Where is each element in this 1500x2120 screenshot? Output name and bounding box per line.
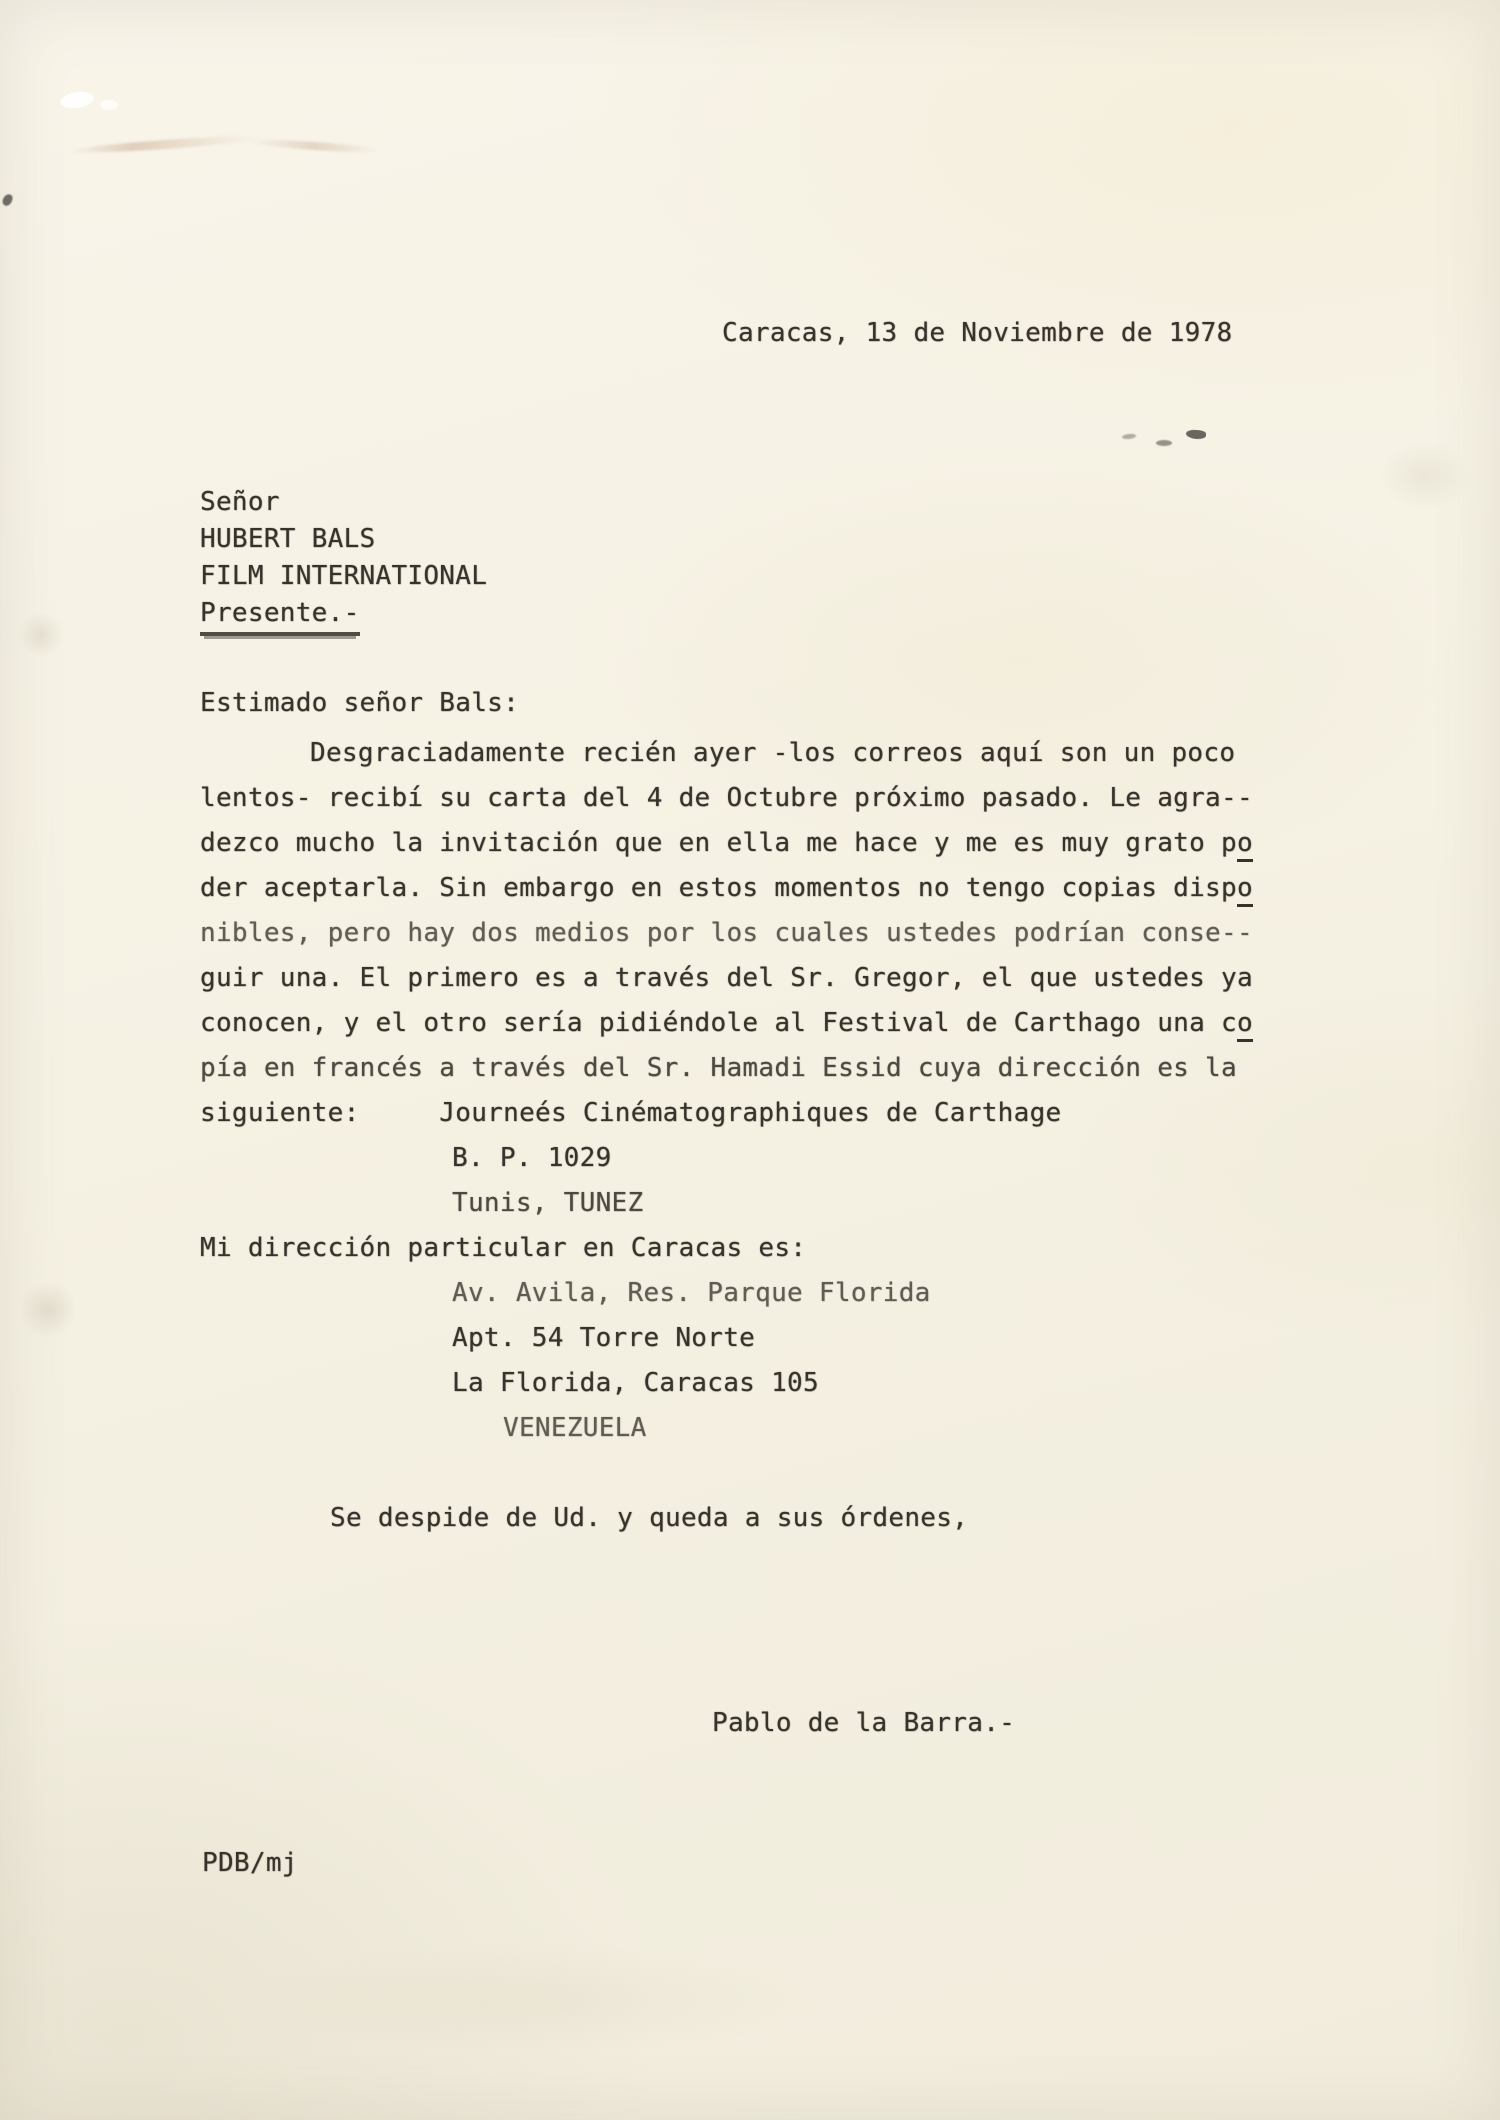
recipient-organization: FILM INTERNATIONAL <box>200 561 488 591</box>
address-line: Av. Avila, Res. Parque Florida <box>452 1278 931 1308</box>
date-line: Caracas, 13 de Noviembre de 1978 <box>722 318 1233 348</box>
paper-shadow <box>20 1280 76 1340</box>
paper-speck <box>1 193 14 207</box>
paper-chip <box>59 90 95 111</box>
stain <box>1380 440 1470 510</box>
paper-chip <box>100 100 118 110</box>
body-line: dezco mucho la invitación que en ella me hace y me es muy grato po <box>200 828 1253 858</box>
body-line: lentos- recibí su carta del 4 de Octubre próximo pasado. Le agra-- <box>200 783 1253 813</box>
body-line: conocen, y el otro sería pidiéndole al Festival de Carthago una co <box>200 1008 1253 1038</box>
address-line: B. P. 1029 <box>452 1143 612 1173</box>
address-line: Apt. 54 Torre Norte <box>452 1323 756 1353</box>
farewell-line: Se despide de Ud. y queda a sus órdenes, <box>330 1503 969 1533</box>
body-line: der aceptarla. Sin embargo en estos momentos no tengo copias dispo <box>200 873 1253 903</box>
typist-initials: PDB/mj <box>202 1848 298 1878</box>
recipient-title: Señor <box>200 487 280 517</box>
signature-line: Pablo de la Barra.- <box>712 1708 1016 1738</box>
body-line: pía en francés a través del Sr. Hamadi Essid cuya dirección es la <box>200 1053 1237 1083</box>
paper-shadow <box>18 612 64 658</box>
recipient-presente: Presente.- <box>200 598 360 636</box>
body-line: Desgraciadamente recién ayer -los correos aquí son un poco <box>310 738 1236 768</box>
stain <box>260 1940 820 2060</box>
body-line: nibles, pero hay dos medios por los cuales ustedes podrían conse-- <box>200 918 1253 948</box>
body-line: Mi dirección particular en Caracas es: <box>200 1233 807 1263</box>
recipient-name: HUBERT BALS <box>200 524 376 554</box>
address-line: Tunis, TUNEZ <box>452 1188 644 1218</box>
pencil-smudge <box>1122 433 1136 439</box>
crease-mark <box>70 133 260 155</box>
address-line: La Florida, Caracas 105 <box>452 1368 819 1398</box>
body-line: guir una. El primero es a través del Sr. Gregor, el que ustedes ya <box>200 963 1253 993</box>
pencil-smudge <box>1186 429 1207 439</box>
address-line: VENEZUELA <box>503 1413 647 1443</box>
pencil-smudge <box>1156 440 1172 446</box>
body-line: siguiente: Journeés Cinématographiques de Carthage <box>200 1098 1062 1128</box>
crease-mark <box>250 137 380 154</box>
salutation: Estimado señor Bals: <box>200 688 520 718</box>
